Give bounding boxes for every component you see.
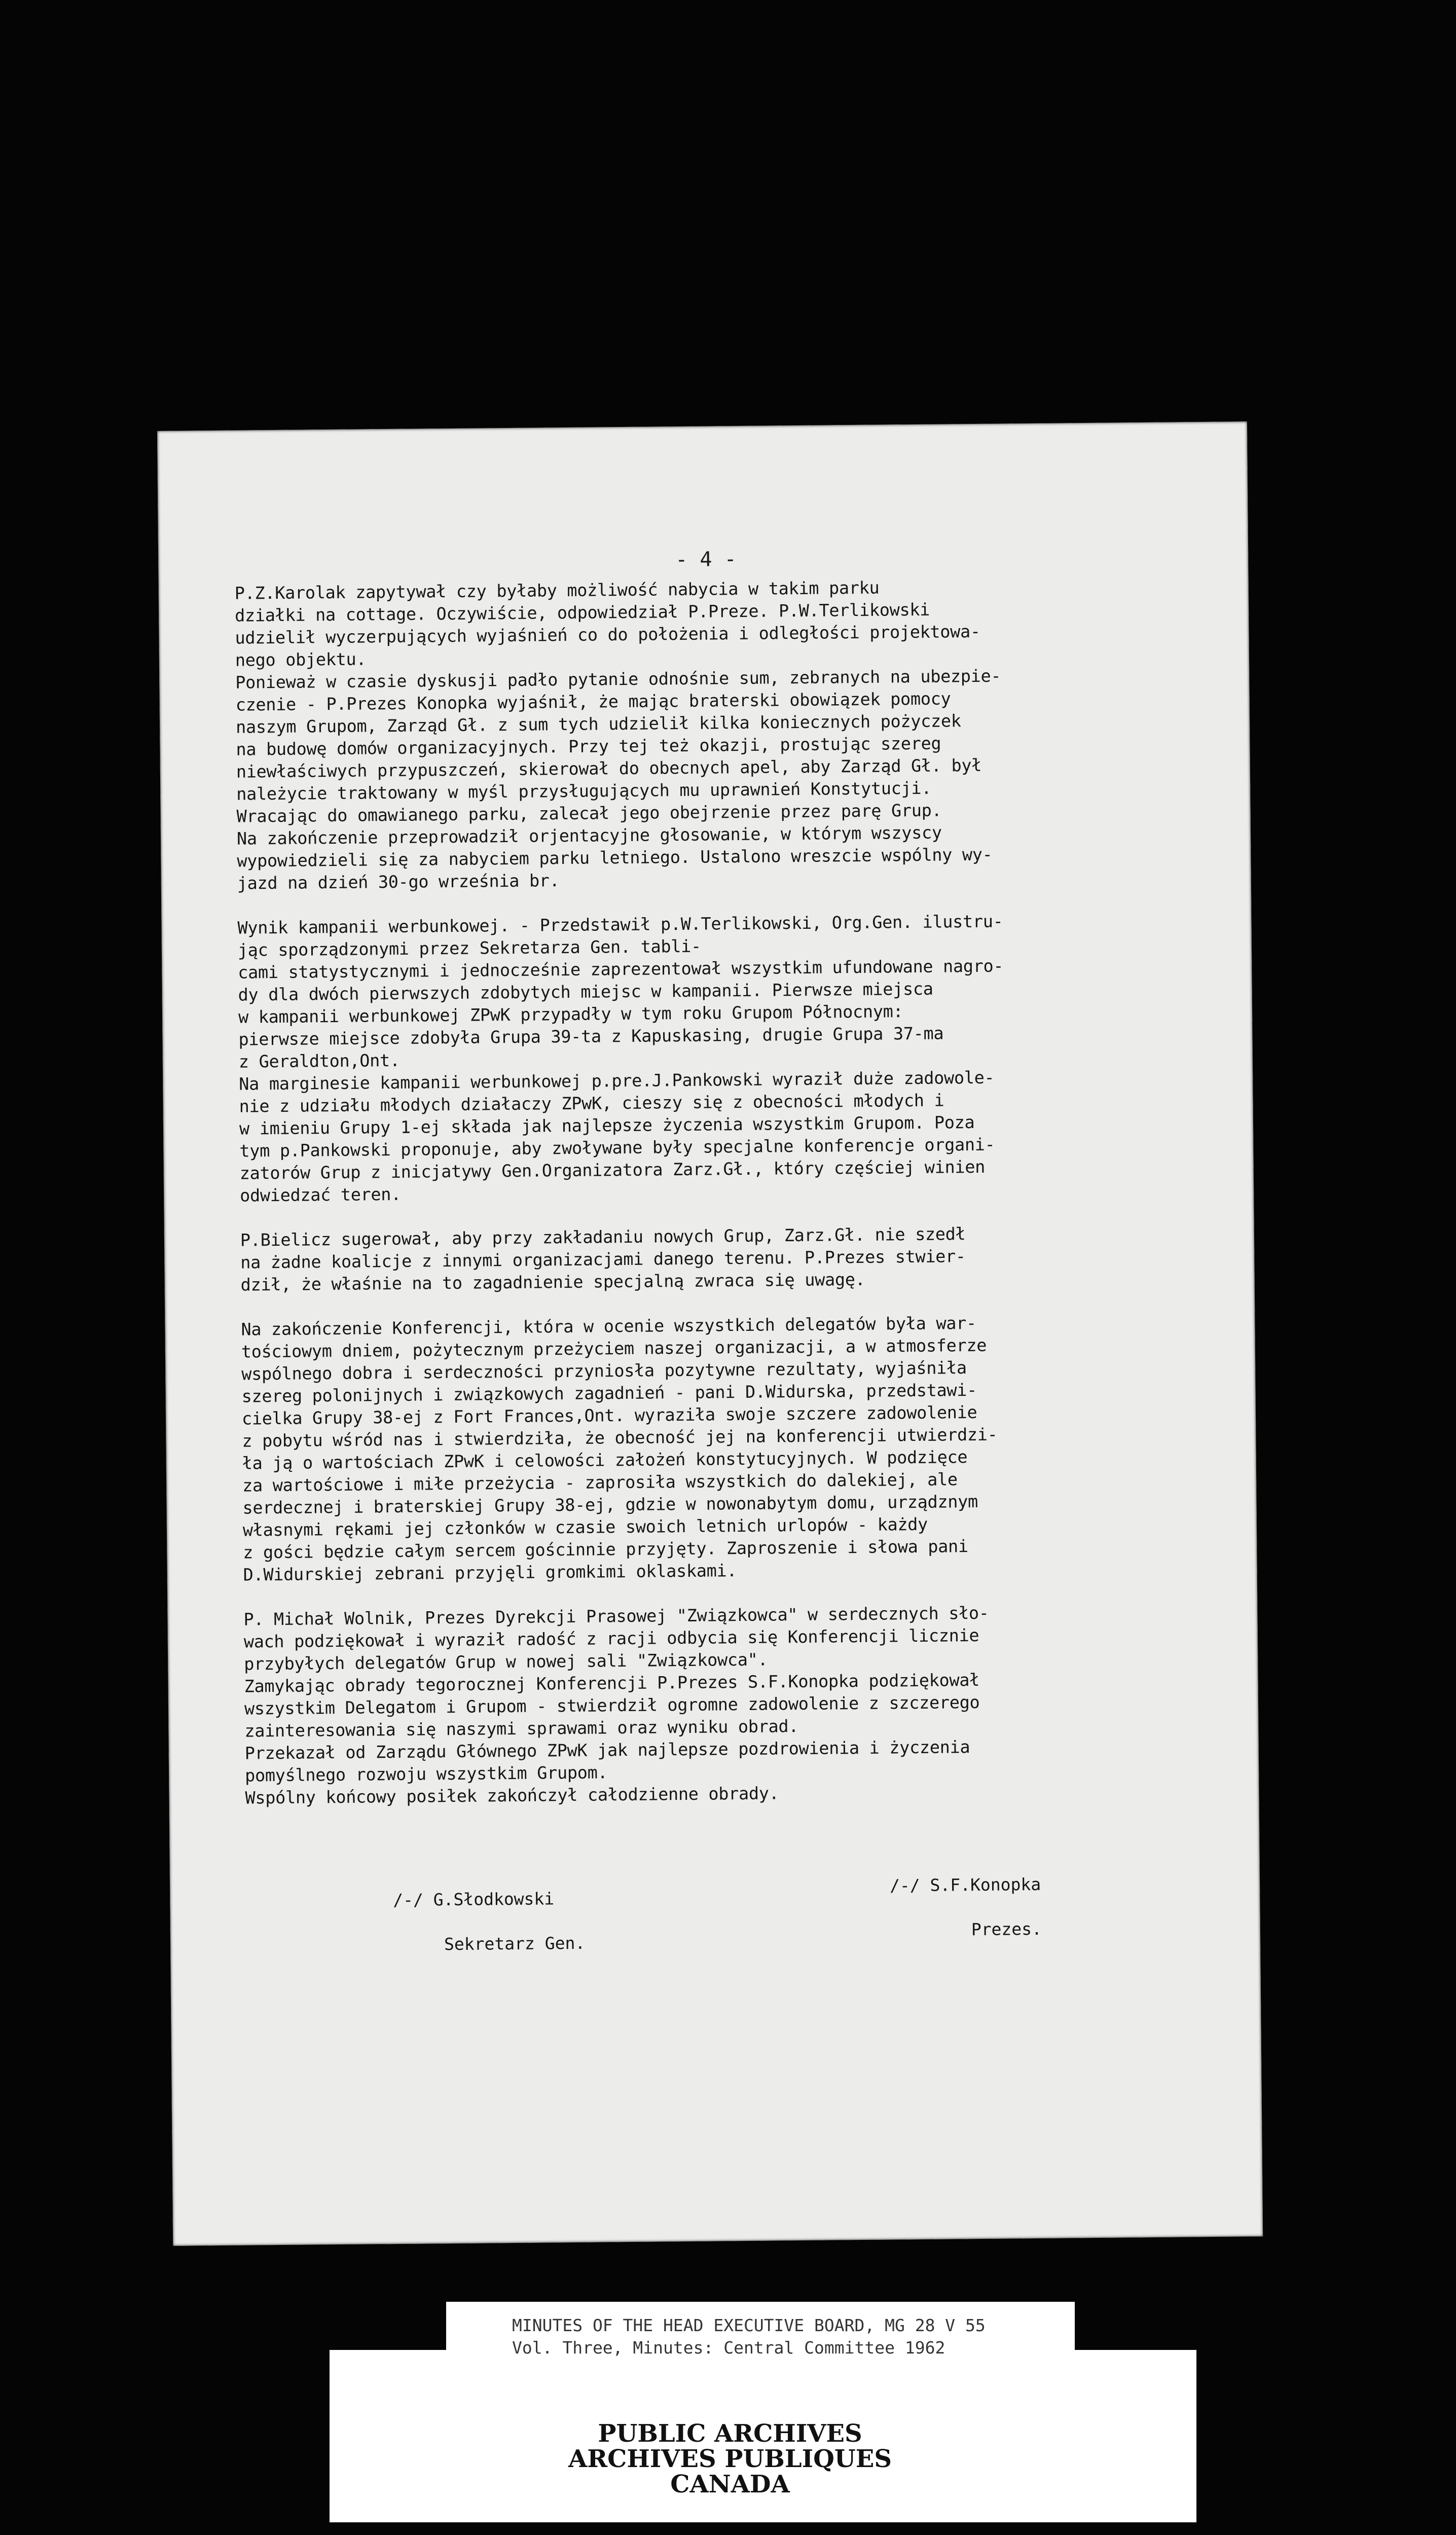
- archive-caption-line2: Vol. Three, Minutes: Central Committee 1962: [512, 2338, 945, 2358]
- signature-president: [890, 1873, 1042, 1942]
- stamp-line3: CANADA: [670, 2470, 790, 2498]
- archive-caption-line1: MINUTES OF THE HEAD EXECUTIVE BOARD, MG 28 V 55: [512, 2315, 986, 2335]
- stamp-line2: ARCHIVES PUBLIQUES: [568, 2445, 892, 2473]
- signature-secretary-name: /-/ G.Słodkowski: [393, 1889, 555, 1910]
- paragraph-bielicz: P.Bielicz sugerował, aby przy zakładaniu nowych Grup, Zarz.Gł. nie szedł na żadne koalicje z innymi organizacjami danego terenu. P.Prezes stwier- dził, że właśnie na to zagadnienie specjalną zwraca się uwagę.: [240, 1224, 966, 1295]
- signature-secretary: [393, 1888, 585, 1956]
- document-body: [235, 574, 1209, 1809]
- paragraph-wolnik-closing: P. Michał Wolnik, Prezes Dyrekcji Prasowej "Związkowca" w serdecznych sło- wach podziękował i wyraził radość z racji odbycia się Konferencji licznie przybyłych delegatów Grup w nowej sali "Związkowca". Zamykając obrady tegorocznej Konferencji P.Prezes S.F.Konopka podziękował wszystkim Delegatom i Grupom - stwierdził ogromne zadowolenie z szczerego zainteresowania się naszymi sprawami oraz wyniku obrad. Przekazał od Zarządu Głównego ZPwK jak najlepsze pozdrowienia i życzenia pomyślnego rozwoju wszystkim Grupom. Wspólny końcowy posiłek zakończył całodzienne obrady.: [243, 1603, 989, 1808]
- signature-secretary-title: Sekretarz Gen.: [444, 1933, 586, 1954]
- paragraph-conference-closing: Na zakończenie Konferencji, która w ocenie wszystkich delegatów była war- tościowym dniem, pożytecznym przeżyciem naszej organizacji, a w atmosferze wspólnego dobra i serdeczności przyniosła pozytywne rezultaty, wyjaśniła szereg polonijnych i związkowych zagadnień - pani D.Widurska, przedstawi- cielka Grupy 38-ej z Fort Frances,Ont. wyraziła swoje szczere zadowolenie z pobytu wśród nas i stwierdziła, że obecność jej na konferencji utwierdzi- ła ją o wartościach ZPwK i celowości założeń konstytucyjnych. W podzięce za wartościowe i miłe przeżycia - zaprosiła wszystkich do dalekiej, ale serdecznej i braterskiej Grupy 38-ej, gdzie w nowonabytym domu, urządznym własnymi rękami jej członków w czasie swoich letnich urlopów - każdy z gości będzie całym sercem gościnnie przyjęty. Zaproszenie i słowa pani D.Widurskiej zebrani przyjęli gromkimi oklaskami.: [241, 1313, 998, 1585]
- archive-caption: [512, 2314, 986, 2359]
- typed-document-page: [157, 421, 1263, 2246]
- paragraph-recruitment-campaign: Wynik kampanii werbunkowej. - Przedstawił p.W.Terlikowski, Org.Gen. ilustru- jąc sporządzonymi przez Sekretarza Gen. tabli- cami statystycznymi i jednocześnie zaprezentował wszystkim ufundowane nagro- dy dla dwóch pierwszych zdobytych miejsc w kampanii. Pierwsze miejsca w kampanii werbunkowej ZPwK przypadły w tym roku Grupom Północnym: pierwsze miejsce zdobyła Grupa 39-ta z Kapuskasing, drugie Grupa 37-ma z Geraldton,Ont. Na marginesie kampanii werbunkowej p.pre.J.Pankowski wyraził duże zadowole- nie z udziału młodych działaczy ZPwK, cieszy się z obecności młodych i w imieniu Grupy 1-ej składa jak najlepsze życzenia wszystkim Grupom. Poza tym p.Pankowski proponuje, aby zwoływane były specjalne konferencje organi- zatorów Grup z inicjatywy Gen.Organizatora Zarz.Gł., który częściej winien odwiedzać teren.: [237, 911, 1004, 1206]
- page-number: - 4 -: [675, 548, 737, 572]
- paragraph-karolak-park: P.Z.Karolak zapytywał czy byłaby możliwość nabycia w takim parku działki na cottage. Oczywiście, odpowiedział P.Preze. P.W.Terlikowski udzielił wyczerpujących wyjaśnień co do położenia i odległości projektowa- nego objektu. Ponieważ w czasie dyskusji padło pytanie odnośnie sum, zebranych na ubezpie- czenie - P.Prezes Konopka wyjaśnił, że mając braterski obowiązek pomocy naszym Grupom, Zarząd Gł. z sum tych udzielił kilka koniecznych pożyczek na budowę domów organizacyjnych. Przy tej też okazji, prostując szereg niewłaściwych przypuszczeń, skierował do obecnych apel, aby Zarząd Gł. był należycie traktowany w myśl przysługujących mu uprawnień Konstytucji. Wracając do omawianego parku, zalecał jego obejrzenie przez parę Grup. Na zakończenie przeprowadził orjentacyjne głosowanie, w którym wszyscy wypowiedzieli się za nabyciem parku letniego. Ustalono wreszcie wspólny wy- jazd na dzień 30-go września br.: [234, 577, 1001, 893]
- signature-president-title: Prezes.: [971, 1918, 1042, 1940]
- public-archives-stamp: [568, 2421, 892, 2497]
- signature-president-name: /-/ S.F.Konopka: [889, 1874, 1041, 1896]
- stamp-line1: PUBLIC ARCHIVES: [598, 2419, 862, 2448]
